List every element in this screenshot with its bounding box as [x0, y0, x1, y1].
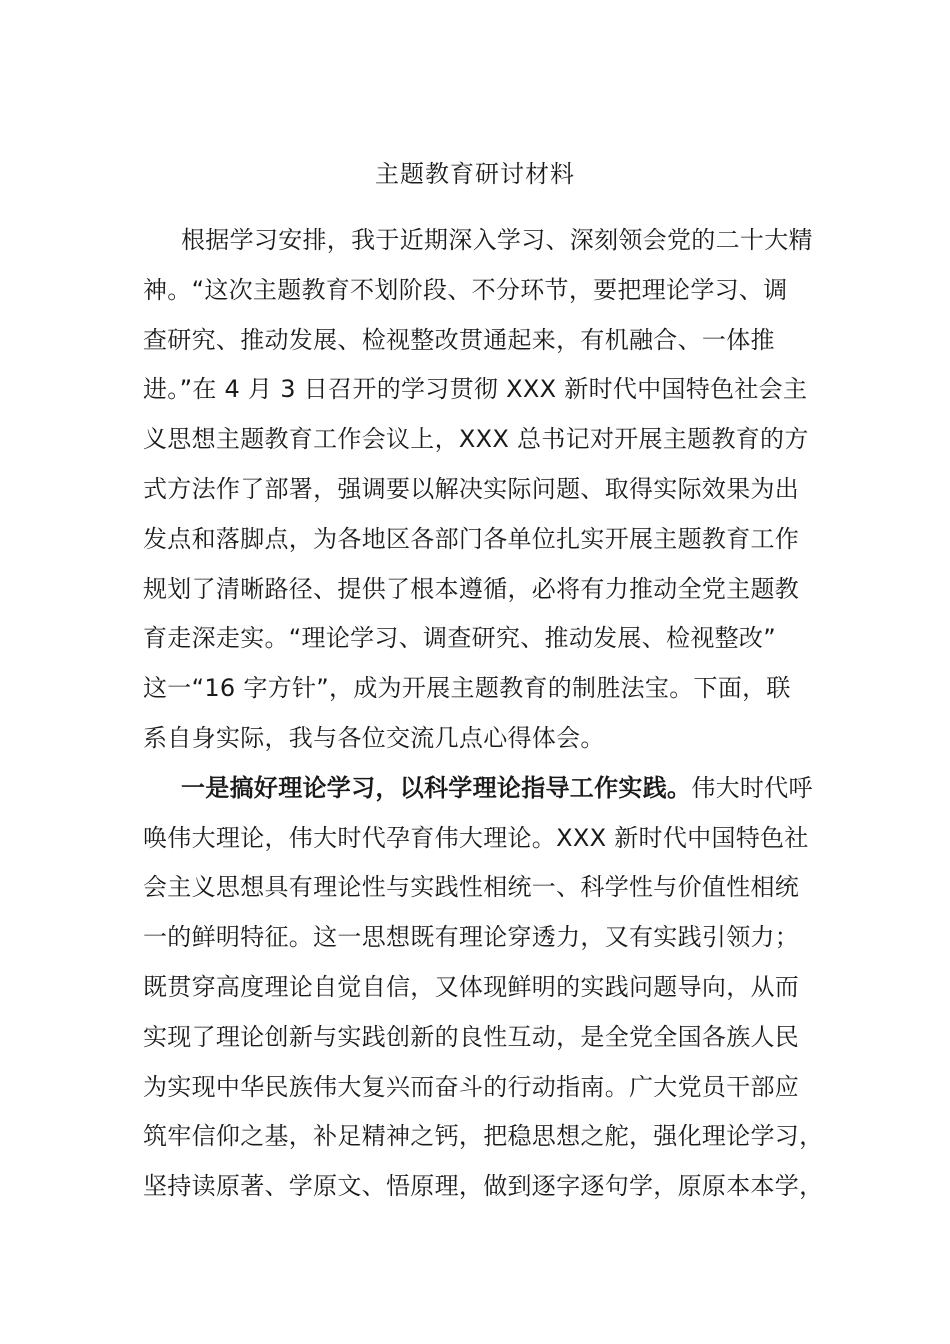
- text-line: 唤伟大理论，伟大时代孕育伟大理论。XXX 新时代中国特色社: [143, 823, 809, 852]
- text-line: 一的鲜明特征。这一思想既有理论穿透力，又有实践引领力；: [143, 923, 800, 952]
- text-line: 进。”在 4 月 3 日召开的学习贯彻 XXX 新时代中国特色社会主: [143, 375, 808, 404]
- text-fragment: 伟大时代呼: [691, 773, 813, 802]
- document-title: 主题教育研讨材料: [375, 160, 575, 188]
- text-line: 实现了理论创新与实践创新的良性互动，是全党全国各族人民: [143, 1022, 800, 1051]
- text-line: 既贯穿高度理论自觉自信，又体现鲜明的实践问题导向，从而: [143, 972, 800, 1001]
- text-line: 神。“这次主题教育不划阶段、不分环节，要把理论学习、调: [143, 275, 788, 304]
- text-line: 为实现中华民族伟大复兴而奋斗的行动指南。广大党员干部应: [143, 1072, 800, 1101]
- text-line: 规划了清晰路径、提供了根本遵循，必将有力推动全党主题教: [143, 574, 800, 603]
- text-line: [143, 764, 813, 814]
- document-body: [143, 216, 824, 1212]
- text-line: 义思想主题教育工作会议上，XXX 总书记对开展主题教育的方: [143, 425, 809, 454]
- text-line: 式方法作了部署，强调要以解决实际问题、取得实际效果为出: [143, 474, 800, 503]
- paragraph-theory-study: [143, 764, 824, 1212]
- text-line: 坚持读原著、学原文、悟原理，做到逐字逐句学，原原本本学，: [143, 1172, 824, 1201]
- text-line: 根据学习安排，我于近期深入学习、深刻领会党的二十大精: [181, 226, 813, 254]
- text-line: 这一“16 字方针”，成为开展主题教育的制胜法宝。下面，联: [143, 674, 791, 703]
- text-line: 系自身实际，我与各位交流几点心得体会。: [143, 723, 605, 752]
- section-heading: 一是搞好理论学习，以科学理论指导工作实践。: [181, 773, 692, 802]
- paragraph-intro: [143, 216, 813, 764]
- text-line: 查研究、推动发展、检视整改贯通起来，有机融合、一体推: [143, 325, 775, 354]
- text-line: 会主义思想具有理论性与实践性相统一、科学性与价值性相统: [143, 873, 800, 902]
- text-line: 发点和落脚点，为各地区各部门各单位扎实开展主题教育工作: [143, 524, 800, 553]
- text-line: 育走深走实。“理论学习、调查研究、推动发展、检视整改”: [143, 624, 776, 653]
- text-line: 筑牢信仰之基，补足精神之钙，把稳思想之舵，强化理论学习，: [143, 1122, 824, 1151]
